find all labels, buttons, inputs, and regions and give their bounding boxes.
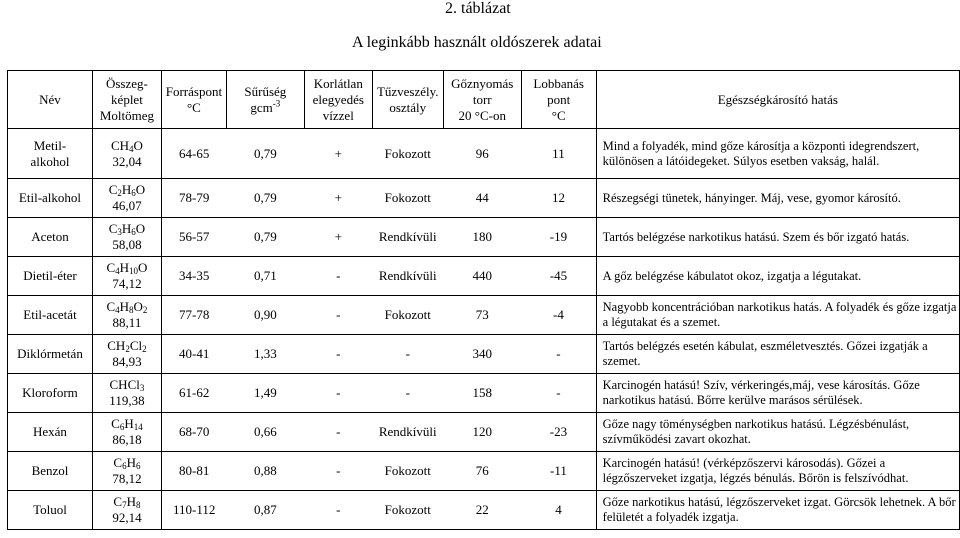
flash-point-cell: - [521,374,596,413]
solvent-name-cell [8,257,93,296]
table-row [8,218,960,257]
solvent-name-cell [8,335,93,374]
miscibility-cell: - [304,335,372,374]
fire-class-cell: Rendkívüli [372,257,443,296]
health-effect-cell: Tartós belégzés esetén kábulat, eszméletvesztés. Gőzei izgatják a szemet. [596,335,959,374]
formula-cell [92,491,161,530]
table-row [8,452,960,491]
vapor-pressure-cell: 180 [443,218,521,257]
miscibility-cell: - [304,257,372,296]
molar-mass: 119,38 [109,393,145,408]
fire-class-cell: - [372,335,443,374]
fire-class-cell: Fokozott [372,129,443,179]
fire-class-cell: Fokozott [372,179,443,218]
formula-cell [92,413,161,452]
vapor-pressure-cell: 76 [443,452,521,491]
molar-mass: 88,11 [112,315,142,330]
table-body [8,129,960,530]
vapor-pressure-cell: 440 [443,257,521,296]
table-row [8,491,960,530]
molar-mass: 86,18 [112,432,142,447]
molar-mass: 84,93 [112,354,142,369]
flash-point-cell: -4 [521,296,596,335]
miscibility-cell: - [304,491,372,530]
formula-cell [92,374,161,413]
molar-mass: 78,12 [112,471,142,486]
flash-point-cell: 4 [521,491,596,530]
table-row [8,413,960,452]
fire-class-cell: Rendkívüli [372,413,443,452]
solvent-name-cell [8,413,93,452]
table-row [8,179,960,218]
density-cell: 0,79 [226,218,304,257]
header-row [8,71,960,129]
formula-cell [92,179,161,218]
table-row [8,257,960,296]
vapor-pressure-cell: 158 [443,374,521,413]
boiling-point-cell: 80-81 [161,452,226,491]
solvent-name: Aceton [31,229,69,244]
health-effect-cell: Mind a folyadék, mind gőze károsítja a központi idegrendszert, különösen a látóidegeket. Súlyos esetben vakság, halál. [596,129,959,179]
solvent-name: Toluol [33,502,67,517]
solvent-name-cell [8,491,93,530]
table-number: 2. táblázat [445,0,511,17]
density-cell: 1,33 [226,335,304,374]
health-effect-cell: Gőze nagy töménységben narkotikus hatású. Légzésbénulást, szívműködési zavart okozhat. [596,413,959,452]
fire-class-cell: Fokozott [372,296,443,335]
solvent-table [7,70,960,530]
table-row [8,129,960,179]
boiling-point-cell: 34-35 [161,257,226,296]
vapor-pressure-cell: 44 [443,179,521,218]
solvent-name: Etil-acetát [23,307,77,322]
molecular-formula: $C_6H_{14}$ [111,416,143,432]
miscibility-cell: - [304,374,372,413]
vapor-pressure-cell: 340 [443,335,521,374]
boiling-point-cell: 68-70 [161,413,226,452]
vapor-pressure-cell: 73 [443,296,521,335]
solvent-name-cell [8,179,93,218]
solvent-name-cell [8,129,93,179]
density-cell: 0,79 [226,179,304,218]
flash-point-cell: -19 [521,218,596,257]
boiling-point-cell: 110-112 [161,491,226,530]
flash-point-cell: - [521,335,596,374]
molecular-formula: $C_3H_6O$ [108,221,146,237]
molar-mass: 46,07 [112,198,142,213]
density-cell: 0,66 [226,413,304,452]
molecular-formula: $C_4H_8O_2$ [106,299,148,315]
health-effect-cell: A gőz belégzése kábulatot okoz, izgatja a légutakat. [596,257,959,296]
flash-point-cell: -23 [521,413,596,452]
table-row [8,296,960,335]
health-effect-cell: Gőze narkotikus hatású, légzőszerveket izgat. Görcsök lehetnek. A bőr felületét a folyadék izgatja. [596,491,959,530]
molecular-formula: $C_2H_6O$ [108,182,146,198]
solvent-name: alkohol [30,153,70,169]
header-formula: Összeg- képlet Moltömeg [92,71,161,129]
health-effect-cell: Tartós belégzése narkotikus hatású. Szem és bőr izgató hatás. [596,218,959,257]
molecular-formula: $CH_2Cl_2$ [107,338,147,354]
boiling-point-cell: 61-62 [161,374,226,413]
density-cell: 0,88 [226,452,304,491]
miscibility-cell: - [304,452,372,491]
vapor-pressure-cell: 96 [443,129,521,179]
fire-class-cell: Rendkívüli [372,218,443,257]
formula-cell [92,129,161,179]
health-effect-cell: Karcinogén hatású! (vérképzőszervi károsodás). Gőzei a légzőszerveket izgatja, légzés bénulás. Bőrön is felszívódhat. [596,452,959,491]
molecular-formula: $C_6H_6$ [113,455,141,471]
vapor-pressure-cell: 22 [443,491,521,530]
vapor-pressure-cell: 120 [443,413,521,452]
boiling-point-cell: 78-79 [161,179,226,218]
header-fire-class: Tűzveszély. osztály [372,71,443,129]
solvent-name: Diklórmetán [17,346,83,361]
solvent-name-cell [8,452,93,491]
formula-cell [92,218,161,257]
health-effect-cell: Nagyobb koncentrációban narkotikus hatás. A folyadék és gőze izgatja a légutakat és a szemet. [596,296,959,335]
solvent-name: Etil-alkohol [18,190,82,205]
miscibility-cell: - [304,413,372,452]
boiling-point-cell: 77-78 [161,296,226,335]
molar-mass: 58,08 [112,237,142,252]
solvent-name: Dietil-éter [23,268,77,283]
formula-cell [92,335,161,374]
health-effect-cell: Karcinogén hatású! Szív, vérkeringés,máj, vese károsítás. Gőze narkotikus hatású. Bőrre kerülve marásos sérülések. [596,374,959,413]
header-name: Név [8,71,93,129]
miscibility-cell: - [304,296,372,335]
boiling-point-cell: 64-65 [161,129,226,179]
fire-class-cell: Fokozott [372,452,443,491]
table-row [8,335,960,374]
solvent-name: Kloroform [22,385,78,400]
header-health-effect: Egészségkárosító hatás [596,71,959,129]
molecular-formula: $C_7H_8$ [113,494,141,510]
header-flash-point: Lobbanás pont °C [521,71,596,129]
miscibility-cell: + [304,129,372,179]
molar-mass: 92,14 [112,510,142,525]
table-title: A leginkább használt oldószerek adatai [352,34,602,51]
health-effect-cell: Részegségi tünetek, hányinger. Máj, vese, gyomor károsító. [596,179,959,218]
flash-point-cell: 12 [521,179,596,218]
molecular-formula: $CH_4O$ [110,137,143,154]
boiling-point-cell: 40-41 [161,335,226,374]
fire-class-cell: - [372,374,443,413]
header-miscibility: Korlátlan elegyedés vízzel [304,71,372,129]
miscibility-cell: + [304,218,372,257]
density-cell: 0,90 [226,296,304,335]
formula-cell [92,452,161,491]
flash-point-cell: -45 [521,257,596,296]
solvent-name-cell [8,218,93,257]
density-cell: 0,71 [226,257,304,296]
solvent-name: Benzol [31,463,69,478]
molar-mass: 32,04 [112,153,142,169]
miscibility-cell: + [304,179,372,218]
molecular-formula: $C_4H_{10}O$ [106,260,148,276]
header-boiling-point: Forráspont °C [161,71,226,129]
boiling-point-cell: 56-57 [161,218,226,257]
header-vapor-pressure: Gőznyomás torr 20 °C-on [443,71,521,129]
density-cell: 0,79 [226,129,304,179]
solvent-name: Hexán [33,424,67,439]
formula-cell [92,296,161,335]
table-row [8,374,960,413]
flash-point-cell: 11 [521,129,596,179]
solvent-name: Metil- [33,137,67,153]
solvent-name-cell [8,374,93,413]
molecular-formula: CHCl$_3$ [109,377,145,393]
molar-mass: 74,12 [112,276,142,291]
solvent-name-cell [8,296,93,335]
density-cell: 1,49 [226,374,304,413]
density-cell: 0,87 [226,491,304,530]
fire-class-cell: Fokozott [372,491,443,530]
header-density: Sűrűség gcm$^{-3}$ [226,71,304,129]
flash-point-cell: -11 [521,452,596,491]
formula-cell [92,257,161,296]
